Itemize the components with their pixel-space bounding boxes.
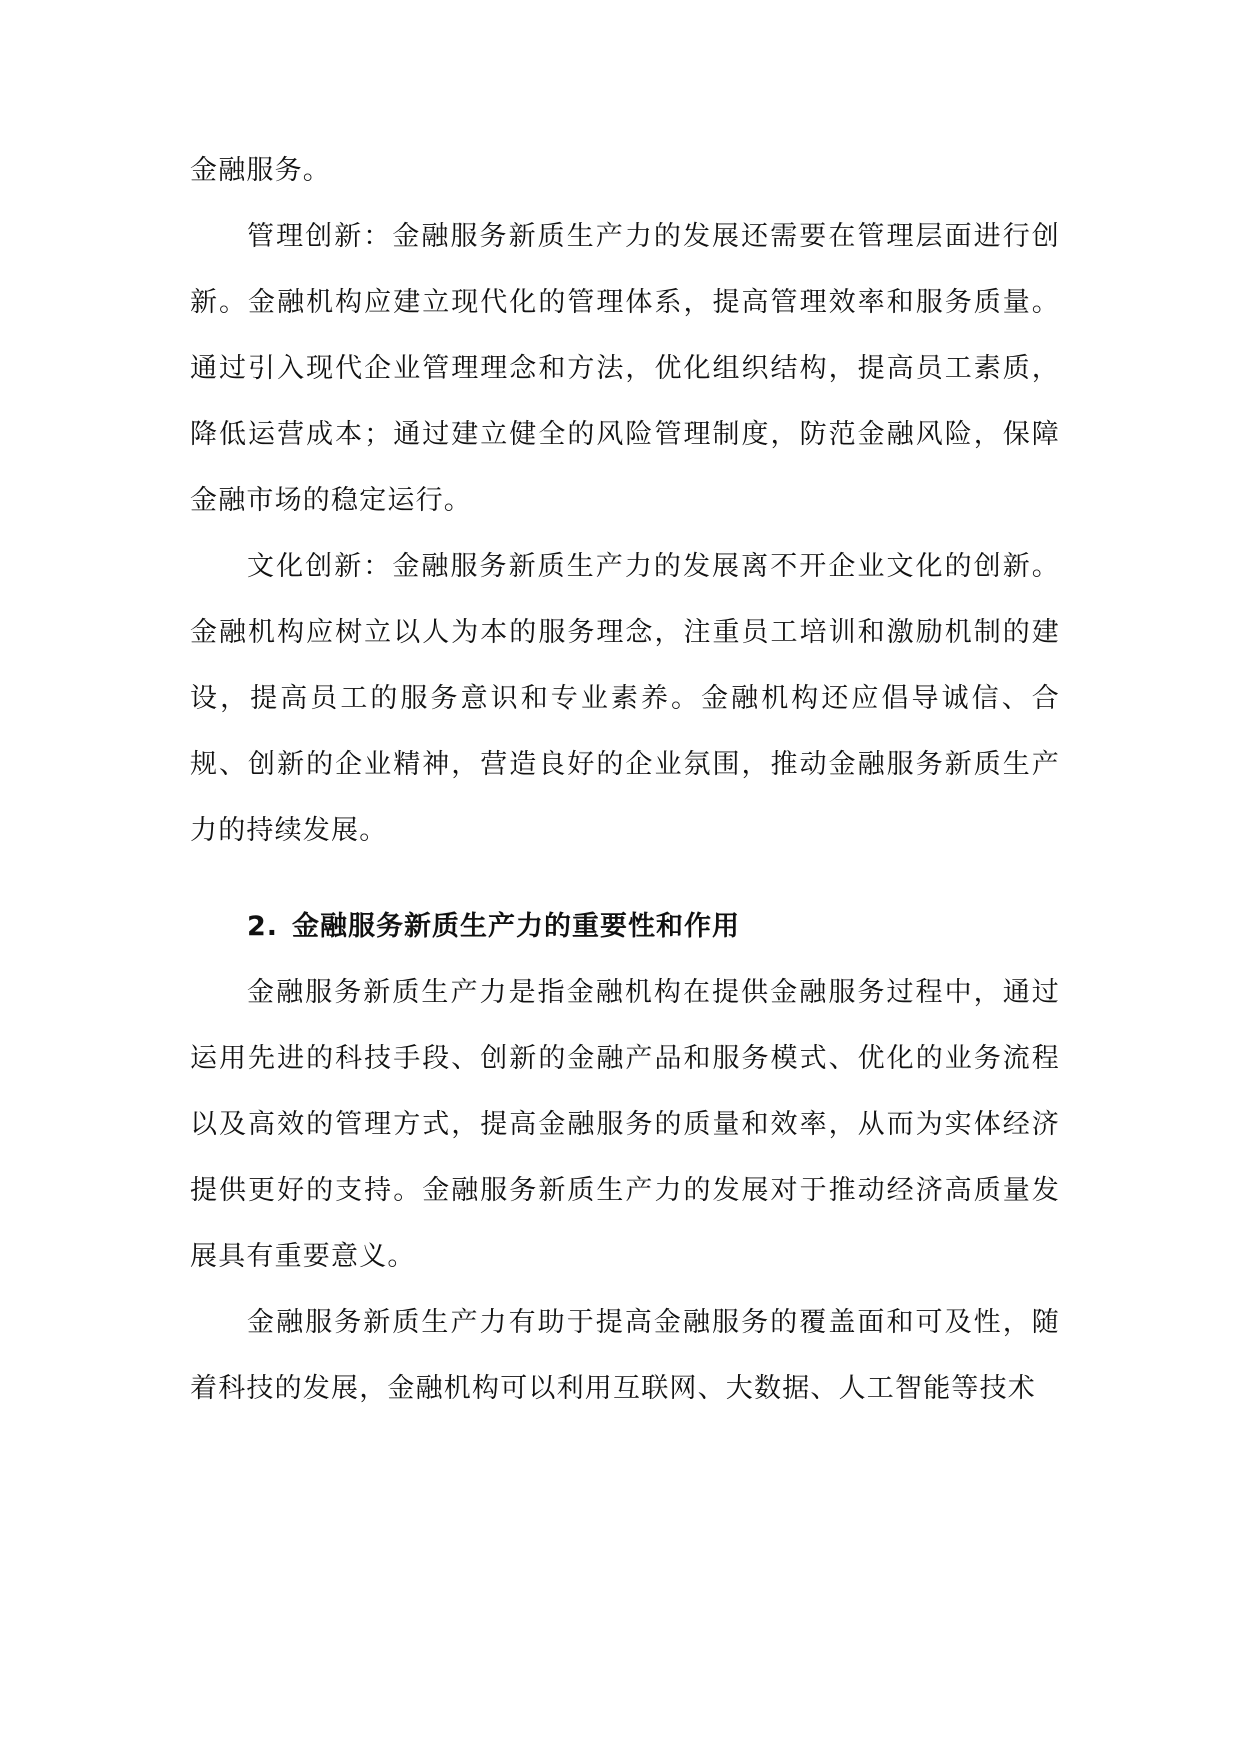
- paragraph-definition: 金融服务新质生产力是指金融机构在提供金融服务过程中，通过运用先进的科技手段、创新的金融产品和服务模式、优化的业务流程以及高效的管理方式，提高金融服务的质量和效率，从而为实体经济提供更好的支持。金融服务新质生产力的发展对于推动经济高质量发展具有重要意义。: [190, 977, 1060, 1272]
- paragraph-coverage: 金融服务新质生产力有助于提高金融服务的覆盖面和可及性，随着科技的发展，金融机构可以利用互联网、大数据、人工智能等技术: [190, 1307, 1060, 1404]
- paragraph-culture-innovation: 文化创新：金融服务新质生产力的发展离不开企业文化的创新。金融机构应树立以人为本的服务理念，注重员工培训和激励机制的建设，提高员工的服务意识和专业素养。金融机构还应倡导诚信、合规、创新的企业精神，营造良好的企业氛围，推动金融服务新质生产力的持续发展。: [190, 551, 1060, 846]
- paragraph-management-innovation: 管理创新：金融服务新质生产力的发展还需要在管理层面进行创新。金融机构应建立现代化的管理体系，提高管理效率和服务质量。通过引入现代企业管理理念和方法，优化组织结构，提高员工素质，降低运营成本；通过建立健全的风险管理制度，防范金融风险，保障金融市场的稳定运行。: [190, 221, 1060, 516]
- section-title: 金融服务新质生产力的重要性和作用: [292, 911, 741, 942]
- section-number: 2.: [247, 911, 279, 942]
- paragraph-continuation: 金融服务。: [190, 155, 331, 186]
- section-heading: [190, 894, 1060, 960]
- document-body: [190, 138, 1060, 1422]
